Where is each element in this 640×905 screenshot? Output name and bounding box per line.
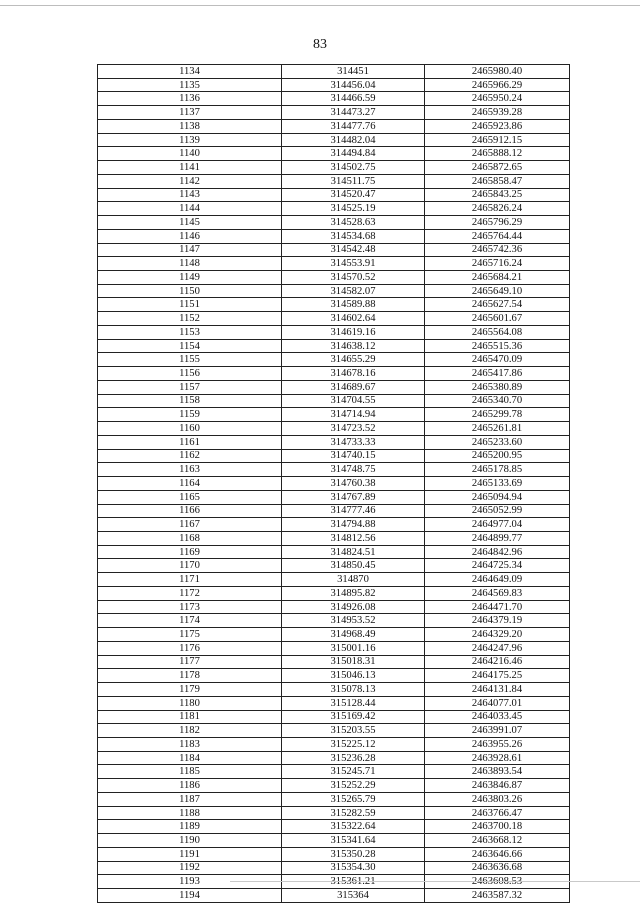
x-coordinate-cell: 314812.56 <box>282 531 425 545</box>
table-row <box>98 683 570 697</box>
table-row <box>98 792 570 806</box>
y-coordinate-cell: 2465923.86 <box>425 119 570 133</box>
table-row <box>98 353 570 367</box>
table-row <box>98 380 570 394</box>
x-coordinate-cell: 314895.82 <box>282 586 425 600</box>
point-number-cell: 1171 <box>98 573 282 587</box>
point-number-cell: 1146 <box>98 229 282 243</box>
y-coordinate-cell: 2464379.19 <box>425 614 570 628</box>
table-row <box>98 147 570 161</box>
x-coordinate-cell: 314494.84 <box>282 147 425 161</box>
point-number-cell: 1188 <box>98 806 282 820</box>
y-coordinate-cell: 2463668.12 <box>425 834 570 848</box>
x-coordinate-cell: 314740.15 <box>282 449 425 463</box>
point-number-cell: 1194 <box>98 889 282 903</box>
y-coordinate-cell: 2465233.60 <box>425 435 570 449</box>
table-row <box>98 559 570 573</box>
y-coordinate-cell: 2465796.29 <box>425 216 570 230</box>
x-coordinate-cell: 314733.33 <box>282 435 425 449</box>
x-coordinate-cell: 314466.59 <box>282 92 425 106</box>
point-number-cell: 1158 <box>98 394 282 408</box>
x-coordinate-cell: 314870 <box>282 573 425 587</box>
point-number-cell: 1181 <box>98 710 282 724</box>
y-coordinate-cell: 2465939.28 <box>425 106 570 120</box>
point-number-cell: 1136 <box>98 92 282 106</box>
y-coordinate-cell: 2464471.70 <box>425 600 570 614</box>
table-row <box>98 367 570 381</box>
x-coordinate-cell: 314520.47 <box>282 188 425 202</box>
x-coordinate-cell: 314542.48 <box>282 243 425 257</box>
table-row <box>98 586 570 600</box>
point-number-cell: 1173 <box>98 600 282 614</box>
y-coordinate-cell: 2465764.44 <box>425 229 570 243</box>
table-row <box>98 847 570 861</box>
coordinates-table-body <box>98 65 570 903</box>
y-coordinate-cell: 2465912.15 <box>425 133 570 147</box>
table-row <box>98 65 570 79</box>
y-coordinate-cell: 2465627.54 <box>425 298 570 312</box>
y-coordinate-cell: 2465980.40 <box>425 65 570 79</box>
point-number-cell: 1138 <box>98 119 282 133</box>
y-coordinate-cell: 2463587.32 <box>425 889 570 903</box>
y-coordinate-cell: 2464725.34 <box>425 559 570 573</box>
point-number-cell: 1160 <box>98 422 282 436</box>
x-coordinate-cell: 315322.64 <box>282 820 425 834</box>
x-coordinate-cell: 315245.71 <box>282 765 425 779</box>
table-row <box>98 422 570 436</box>
point-number-cell: 1190 <box>98 834 282 848</box>
point-number-cell: 1144 <box>98 202 282 216</box>
point-number-cell: 1145 <box>98 216 282 230</box>
y-coordinate-cell: 2465340.70 <box>425 394 570 408</box>
table-row <box>98 806 570 820</box>
x-coordinate-cell: 314777.46 <box>282 504 425 518</box>
point-number-cell: 1159 <box>98 408 282 422</box>
point-number-cell: 1167 <box>98 518 282 532</box>
table-row <box>98 312 570 326</box>
y-coordinate-cell: 2464569.83 <box>425 586 570 600</box>
point-number-cell: 1169 <box>98 545 282 559</box>
table-row <box>98 243 570 257</box>
table-row <box>98 161 570 175</box>
table-row <box>98 751 570 765</box>
point-number-cell: 1142 <box>98 174 282 188</box>
y-coordinate-cell: 2465200.95 <box>425 449 570 463</box>
y-coordinate-cell: 2464131.84 <box>425 683 570 697</box>
x-coordinate-cell: 314525.19 <box>282 202 425 216</box>
y-coordinate-cell: 2465380.89 <box>425 380 570 394</box>
point-number-cell: 1134 <box>98 65 282 79</box>
point-number-cell: 1163 <box>98 463 282 477</box>
table-row <box>98 463 570 477</box>
x-coordinate-cell: 314528.63 <box>282 216 425 230</box>
x-coordinate-cell: 314482.04 <box>282 133 425 147</box>
x-coordinate-cell: 315252.29 <box>282 779 425 793</box>
table-row <box>98 477 570 491</box>
x-coordinate-cell: 314553.91 <box>282 257 425 271</box>
point-number-cell: 1191 <box>98 847 282 861</box>
table-row <box>98 271 570 285</box>
x-coordinate-cell: 314926.08 <box>282 600 425 614</box>
x-coordinate-cell: 315128.44 <box>282 696 425 710</box>
x-coordinate-cell: 314704.55 <box>282 394 425 408</box>
point-number-cell: 1137 <box>98 106 282 120</box>
x-coordinate-cell: 315046.13 <box>282 669 425 683</box>
x-coordinate-cell: 315354.30 <box>282 861 425 875</box>
y-coordinate-cell: 2464329.20 <box>425 628 570 642</box>
scan-edge-line-bottom <box>230 881 640 882</box>
x-coordinate-cell: 314477.76 <box>282 119 425 133</box>
table-row <box>98 531 570 545</box>
point-number-cell: 1178 <box>98 669 282 683</box>
point-number-cell: 1162 <box>98 449 282 463</box>
x-coordinate-cell: 314689.67 <box>282 380 425 394</box>
x-coordinate-cell: 315169.42 <box>282 710 425 724</box>
table-row <box>98 504 570 518</box>
x-coordinate-cell: 314602.64 <box>282 312 425 326</box>
point-number-cell: 1150 <box>98 284 282 298</box>
table-row <box>98 573 570 587</box>
point-number-cell: 1179 <box>98 683 282 697</box>
table-row <box>98 518 570 532</box>
point-number-cell: 1154 <box>98 339 282 353</box>
x-coordinate-cell: 315018.31 <box>282 655 425 669</box>
table-row <box>98 779 570 793</box>
y-coordinate-cell: 2465470.09 <box>425 353 570 367</box>
x-coordinate-cell: 314619.16 <box>282 325 425 339</box>
point-number-cell: 1141 <box>98 161 282 175</box>
x-coordinate-cell: 314748.75 <box>282 463 425 477</box>
point-number-cell: 1153 <box>98 325 282 339</box>
x-coordinate-cell: 315282.59 <box>282 806 425 820</box>
point-number-cell: 1140 <box>98 147 282 161</box>
coordinates-table <box>97 64 570 903</box>
y-coordinate-cell: 2463846.87 <box>425 779 570 793</box>
table-row <box>98 696 570 710</box>
y-coordinate-cell: 2463893.54 <box>425 765 570 779</box>
x-coordinate-cell: 314678.16 <box>282 367 425 381</box>
point-number-cell: 1186 <box>98 779 282 793</box>
y-coordinate-cell: 2465649.10 <box>425 284 570 298</box>
x-coordinate-cell: 314502.75 <box>282 161 425 175</box>
y-coordinate-cell: 2465052.99 <box>425 504 570 518</box>
point-number-cell: 1148 <box>98 257 282 271</box>
point-number-cell: 1135 <box>98 78 282 92</box>
y-coordinate-cell: 2465872.65 <box>425 161 570 175</box>
table-row <box>98 298 570 312</box>
x-coordinate-cell: 314760.38 <box>282 477 425 491</box>
point-number-cell: 1176 <box>98 641 282 655</box>
point-number-cell: 1156 <box>98 367 282 381</box>
table-row <box>98 229 570 243</box>
y-coordinate-cell: 2465564.08 <box>425 325 570 339</box>
point-number-cell: 1174 <box>98 614 282 628</box>
table-row <box>98 655 570 669</box>
y-coordinate-cell: 2465133.69 <box>425 477 570 491</box>
table-row <box>98 435 570 449</box>
x-coordinate-cell: 314582.07 <box>282 284 425 298</box>
x-coordinate-cell: 315341.64 <box>282 834 425 848</box>
table-row <box>98 628 570 642</box>
y-coordinate-cell: 2464842.96 <box>425 545 570 559</box>
point-number-cell: 1155 <box>98 353 282 367</box>
x-coordinate-cell: 314511.75 <box>282 174 425 188</box>
y-coordinate-cell: 2464077.01 <box>425 696 570 710</box>
point-number-cell: 1151 <box>98 298 282 312</box>
y-coordinate-cell: 2465094.94 <box>425 490 570 504</box>
x-coordinate-cell: 315203.55 <box>282 724 425 738</box>
table-row <box>98 78 570 92</box>
y-coordinate-cell: 2465178.85 <box>425 463 570 477</box>
point-number-cell: 1193 <box>98 875 282 889</box>
y-coordinate-cell: 2465858.47 <box>425 174 570 188</box>
y-coordinate-cell: 2465417.86 <box>425 367 570 381</box>
y-coordinate-cell: 2463766.47 <box>425 806 570 820</box>
table-row <box>98 188 570 202</box>
table-row <box>98 325 570 339</box>
point-number-cell: 1189 <box>98 820 282 834</box>
table-row <box>98 449 570 463</box>
y-coordinate-cell: 2465716.24 <box>425 257 570 271</box>
point-number-cell: 1147 <box>98 243 282 257</box>
table-row <box>98 257 570 271</box>
table-row <box>98 614 570 628</box>
point-number-cell: 1172 <box>98 586 282 600</box>
x-coordinate-cell: 314723.52 <box>282 422 425 436</box>
table-row <box>98 394 570 408</box>
y-coordinate-cell: 2465888.12 <box>425 147 570 161</box>
point-number-cell: 1185 <box>98 765 282 779</box>
x-coordinate-cell: 315350.28 <box>282 847 425 861</box>
y-coordinate-cell: 2465950.24 <box>425 92 570 106</box>
y-coordinate-cell: 2465299.78 <box>425 408 570 422</box>
page-number: 83 <box>313 37 327 52</box>
y-coordinate-cell: 2463646.66 <box>425 847 570 861</box>
y-coordinate-cell: 2464899.77 <box>425 531 570 545</box>
x-coordinate-cell: 314534.68 <box>282 229 425 243</box>
y-coordinate-cell: 2464216.46 <box>425 655 570 669</box>
point-number-cell: 1183 <box>98 737 282 751</box>
table-row <box>98 545 570 559</box>
table-row <box>98 408 570 422</box>
x-coordinate-cell: 314570.52 <box>282 271 425 285</box>
x-coordinate-cell: 314456.04 <box>282 78 425 92</box>
point-number-cell: 1139 <box>98 133 282 147</box>
point-number-cell: 1149 <box>98 271 282 285</box>
table-row <box>98 669 570 683</box>
y-coordinate-cell: 2465843.25 <box>425 188 570 202</box>
x-coordinate-cell: 314824.51 <box>282 545 425 559</box>
x-coordinate-cell: 315236.28 <box>282 751 425 765</box>
point-number-cell: 1170 <box>98 559 282 573</box>
y-coordinate-cell: 2463636.68 <box>425 861 570 875</box>
table-row <box>98 92 570 106</box>
table-row <box>98 284 570 298</box>
y-coordinate-cell: 2464247.96 <box>425 641 570 655</box>
y-coordinate-cell: 2465826.24 <box>425 202 570 216</box>
table-row <box>98 133 570 147</box>
table-row <box>98 490 570 504</box>
table-row <box>98 724 570 738</box>
y-coordinate-cell: 2465261.81 <box>425 422 570 436</box>
scan-edge-line-top <box>0 5 640 6</box>
point-number-cell: 1182 <box>98 724 282 738</box>
y-coordinate-cell: 2465966.29 <box>425 78 570 92</box>
table-row <box>98 202 570 216</box>
y-coordinate-cell: 2463928.61 <box>425 751 570 765</box>
table-row <box>98 765 570 779</box>
y-coordinate-cell: 2465742.36 <box>425 243 570 257</box>
x-coordinate-cell: 314473.27 <box>282 106 425 120</box>
point-number-cell: 1177 <box>98 655 282 669</box>
point-number-cell: 1180 <box>98 696 282 710</box>
x-coordinate-cell: 314794.88 <box>282 518 425 532</box>
x-coordinate-cell: 314638.12 <box>282 339 425 353</box>
point-number-cell: 1166 <box>98 504 282 518</box>
y-coordinate-cell: 2463955.26 <box>425 737 570 751</box>
x-coordinate-cell: 314451 <box>282 65 425 79</box>
x-coordinate-cell: 314767.89 <box>282 490 425 504</box>
table-row <box>98 339 570 353</box>
y-coordinate-cell: 2464977.04 <box>425 518 570 532</box>
table-row <box>98 820 570 834</box>
x-coordinate-cell: 315078.13 <box>282 683 425 697</box>
x-coordinate-cell: 315364 <box>282 889 425 903</box>
point-number-cell: 1143 <box>98 188 282 202</box>
point-number-cell: 1157 <box>98 380 282 394</box>
point-number-cell: 1168 <box>98 531 282 545</box>
x-coordinate-cell: 314655.29 <box>282 353 425 367</box>
point-number-cell: 1187 <box>98 792 282 806</box>
table-row <box>98 861 570 875</box>
table-row <box>98 174 570 188</box>
y-coordinate-cell: 2463803.26 <box>425 792 570 806</box>
y-coordinate-cell: 2464175.25 <box>425 669 570 683</box>
table-row <box>98 216 570 230</box>
point-number-cell: 1152 <box>98 312 282 326</box>
point-number-cell: 1192 <box>98 861 282 875</box>
y-coordinate-cell: 2464649.09 <box>425 573 570 587</box>
x-coordinate-cell: 314953.52 <box>282 614 425 628</box>
table-row <box>98 641 570 655</box>
point-number-cell: 1165 <box>98 490 282 504</box>
y-coordinate-cell: 2465601.67 <box>425 312 570 326</box>
x-coordinate-cell: 314714.94 <box>282 408 425 422</box>
x-coordinate-cell: 314968.49 <box>282 628 425 642</box>
point-number-cell: 1175 <box>98 628 282 642</box>
point-number-cell: 1184 <box>98 751 282 765</box>
x-coordinate-cell: 315001.16 <box>282 641 425 655</box>
y-coordinate-cell: 2465515.36 <box>425 339 570 353</box>
y-coordinate-cell: 2463700.18 <box>425 820 570 834</box>
x-coordinate-cell: 314850.45 <box>282 559 425 573</box>
table-row <box>98 737 570 751</box>
point-number-cell: 1164 <box>98 477 282 491</box>
table-row <box>98 119 570 133</box>
table-row <box>98 834 570 848</box>
y-coordinate-cell: 2464033.45 <box>425 710 570 724</box>
table-row <box>98 106 570 120</box>
y-coordinate-cell: 2465684.21 <box>425 271 570 285</box>
x-coordinate-cell: 315225.12 <box>282 737 425 751</box>
x-coordinate-cell: 314589.88 <box>282 298 425 312</box>
y-coordinate-cell: 2463991.07 <box>425 724 570 738</box>
table-row <box>98 889 570 903</box>
point-number-cell: 1161 <box>98 435 282 449</box>
table-row <box>98 600 570 614</box>
x-coordinate-cell: 315265.79 <box>282 792 425 806</box>
table-row <box>98 710 570 724</box>
